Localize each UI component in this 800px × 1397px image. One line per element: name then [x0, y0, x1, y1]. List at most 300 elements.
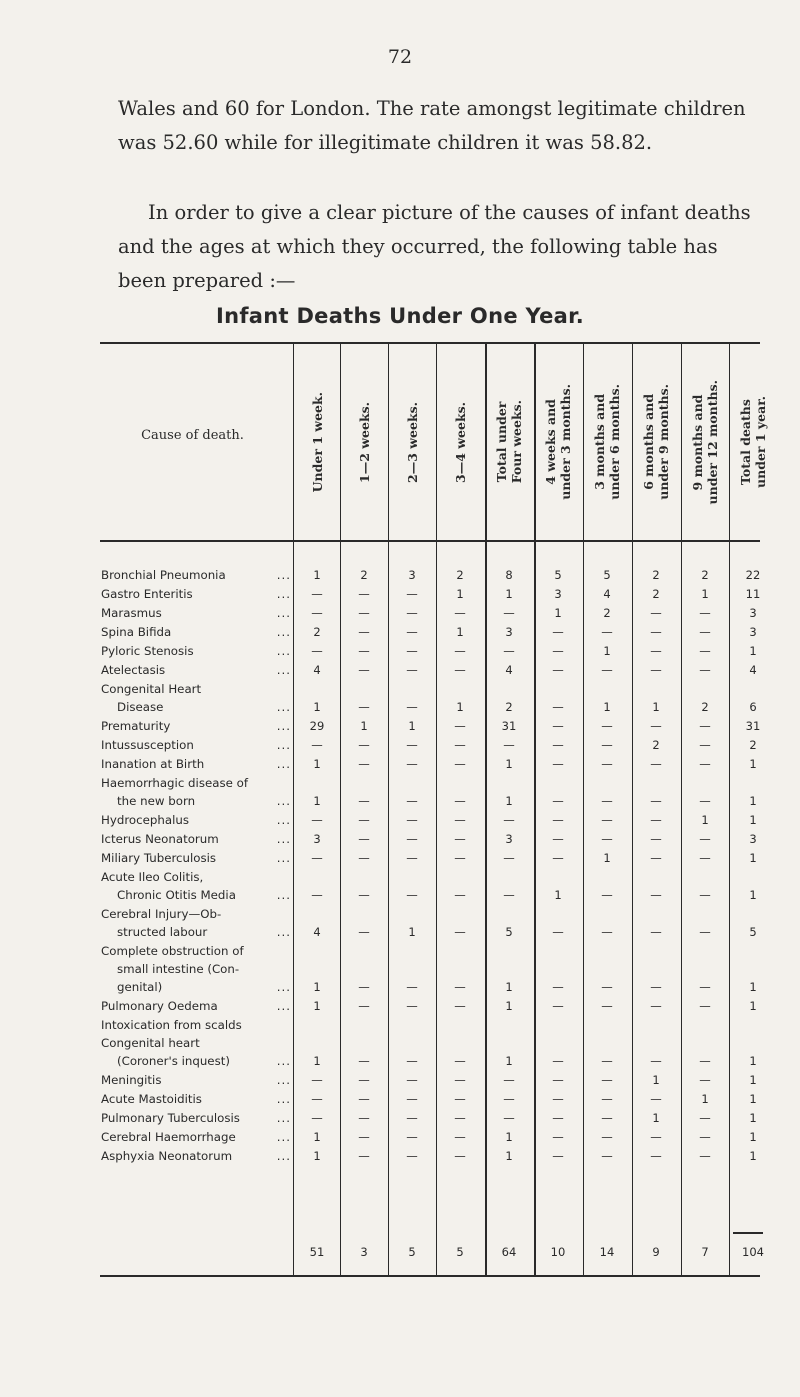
table-cell: 1	[456, 587, 464, 601]
table-cell: —	[699, 999, 711, 1013]
table-cell: 1	[749, 757, 757, 771]
table-cell: —	[552, 663, 564, 677]
table-cell: 1	[313, 700, 321, 714]
table-row-cause	[101, 1071, 293, 1089]
table-cell: 2	[360, 568, 368, 582]
table-cell: —	[358, 606, 370, 620]
table-cell: 3	[749, 606, 757, 620]
table-row-cause	[101, 1109, 293, 1127]
table-cell: —	[650, 1092, 662, 1106]
table-cell: —	[358, 794, 370, 808]
table-cell: —	[406, 1073, 418, 1087]
table-cell: 4	[505, 663, 513, 677]
table-cell: —	[699, 757, 711, 771]
table-cell: —	[406, 980, 418, 994]
table-cell: 1	[749, 1054, 757, 1068]
cause-text	[101, 774, 293, 792]
table-cell: —	[454, 794, 466, 808]
total-cell: 14	[599, 1245, 615, 1259]
header-column-8	[632, 344, 680, 540]
table-cell: —	[454, 1149, 466, 1163]
table-cell: —	[699, 1149, 711, 1163]
leader-dots: ...	[276, 757, 291, 771]
cause-text	[101, 792, 293, 810]
table-cell: 3	[505, 625, 513, 639]
table-cell: 2	[652, 568, 660, 582]
table-cell: 5	[603, 568, 611, 582]
cause-line: Spina Bifida	[101, 625, 172, 639]
cause-line: Chronic Otitis Media	[117, 888, 236, 902]
table-cell: 1	[749, 1130, 757, 1144]
table-cell: —	[552, 1149, 564, 1163]
table-cell: 4	[749, 663, 757, 677]
table-bottom-rule	[100, 1275, 760, 1277]
table-cell: —	[503, 738, 515, 752]
leader-dots: ...	[276, 738, 291, 752]
header-column-line1: 1—2 weeks.	[356, 401, 372, 483]
table-cell: —	[358, 1073, 370, 1087]
table-cell: 1	[313, 757, 321, 771]
table-cell: —	[650, 663, 662, 677]
table-cell: —	[358, 1054, 370, 1068]
cause-line: (Coroner's inquest)	[117, 1054, 230, 1068]
table-cell: 1	[313, 568, 321, 582]
table-cell: —	[406, 757, 418, 771]
table-row-cause	[101, 661, 293, 679]
table-cell: —	[358, 832, 370, 846]
table-cell: —	[406, 813, 418, 827]
table-cell: 1	[456, 625, 464, 639]
table-cell: —	[650, 719, 662, 733]
total-cell: 5	[408, 1245, 416, 1259]
cause-line: Bronchial Pneumonia	[101, 568, 226, 582]
table-cell: —	[650, 832, 662, 846]
table-cell: —	[601, 980, 613, 994]
table-cell: —	[650, 757, 662, 771]
leader-dots: ...	[276, 663, 291, 677]
table-cell: 1	[505, 980, 513, 994]
table-cell: —	[650, 625, 662, 639]
header-column-line1: 4 weeks and	[543, 399, 558, 485]
table-cell: 1	[749, 999, 757, 1013]
table-cell: —	[454, 1073, 466, 1087]
table-cell: —	[699, 832, 711, 846]
cause-text	[101, 1016, 293, 1034]
table-cell: —	[406, 738, 418, 752]
table-cell: —	[650, 1054, 662, 1068]
header-column-10	[729, 344, 777, 540]
table-cell: 1	[456, 700, 464, 714]
table-cell: —	[699, 719, 711, 733]
table-cell: —	[503, 813, 515, 827]
table-cell: 1	[313, 794, 321, 808]
header-column-5	[485, 344, 533, 540]
table-cell: —	[454, 888, 466, 902]
leader-dots: ...	[276, 999, 291, 1013]
cause-text	[101, 661, 293, 679]
table-cell: 2	[701, 700, 709, 714]
leader-dots: ...	[276, 813, 291, 827]
table-cell: —	[699, 738, 711, 752]
table-cell: —	[454, 1054, 466, 1068]
table-cell: —	[406, 606, 418, 620]
table-cell: —	[406, 625, 418, 639]
table-cell: 5	[505, 925, 513, 939]
table-cell: —	[601, 663, 613, 677]
leader-dots: ...	[276, 568, 291, 582]
header-column-3	[388, 344, 436, 540]
cause-line: Acute Mastoiditis	[101, 1092, 202, 1106]
cause-line: Congenital Heart	[101, 682, 202, 696]
table-cell: —	[358, 925, 370, 939]
header-bottom-rule	[100, 540, 760, 542]
cause-text	[101, 623, 293, 641]
cause-line: the new born	[117, 794, 196, 808]
table-cell: —	[601, 888, 613, 902]
cause-line: structed labour	[117, 925, 208, 939]
header-column-line1: 9 months and	[690, 394, 705, 490]
leader-dots: ...	[276, 1111, 291, 1125]
table-cell: —	[406, 1092, 418, 1106]
table-row-cause	[101, 1090, 293, 1108]
table-cell: 1	[505, 1054, 513, 1068]
table-cell: —	[311, 851, 323, 865]
table-cell: 1	[505, 757, 513, 771]
cause-text	[101, 1052, 293, 1070]
table-cell: —	[503, 1092, 515, 1106]
table-cell: —	[358, 888, 370, 902]
table-cell: —	[552, 1054, 564, 1068]
header-column-line2: under 1 year.	[753, 396, 768, 488]
cause-text	[101, 1090, 293, 1108]
table-cell: —	[503, 606, 515, 620]
table-cell: 1	[749, 794, 757, 808]
table-cell: 1	[652, 700, 660, 714]
table-cell: 1	[701, 813, 709, 827]
table-row-cause	[101, 680, 293, 716]
table-cell: 22	[745, 568, 761, 582]
table-cell: 3	[749, 625, 757, 639]
table-cell: —	[699, 980, 711, 994]
table-cell: —	[601, 1092, 613, 1106]
header-cause: Cause of death.	[141, 428, 244, 443]
cause-line: Pyloric Stenosis	[101, 644, 194, 658]
table-cell: 1	[701, 587, 709, 601]
header-column-label	[641, 384, 671, 500]
table-cell: —	[358, 1092, 370, 1106]
table-cell: —	[406, 644, 418, 658]
table-cell: —	[454, 851, 466, 865]
table-cell: —	[358, 1130, 370, 1144]
table-cell: 2	[701, 568, 709, 582]
table-cell: 1	[360, 719, 368, 733]
table-cell: —	[454, 925, 466, 939]
table-cell: —	[358, 700, 370, 714]
table-cell: —	[601, 1054, 613, 1068]
table-cell: —	[650, 644, 662, 658]
table-cell: —	[406, 663, 418, 677]
table-cell: —	[601, 1130, 613, 1144]
table-cell: —	[699, 1073, 711, 1087]
table-row-cause	[101, 997, 293, 1015]
table-cell: —	[650, 925, 662, 939]
header-column-2	[340, 344, 388, 540]
leader-dots: ...	[276, 719, 291, 733]
table-cell: —	[406, 587, 418, 601]
table-cell: —	[503, 851, 515, 865]
leader-dots: ...	[276, 606, 291, 620]
table-cell: 1	[652, 1073, 660, 1087]
table-cell: —	[601, 832, 613, 846]
total-cell: 7	[701, 1245, 709, 1259]
table-cell: —	[699, 851, 711, 865]
table-cell: —	[699, 606, 711, 620]
table-cell: —	[406, 1130, 418, 1144]
cause-line: Congenital heart	[101, 1036, 200, 1050]
cause-text	[101, 830, 293, 848]
table-cell: —	[358, 587, 370, 601]
table-cell: —	[454, 832, 466, 846]
table-cell: —	[503, 1111, 515, 1125]
header-column-6	[534, 344, 582, 540]
header-column-line2: under 12 months.	[705, 379, 720, 505]
table-row-cause	[101, 717, 293, 735]
cause-line: Inanation at Birth	[101, 757, 205, 771]
header-column-label	[543, 384, 573, 500]
table-cell: —	[552, 1111, 564, 1125]
total-cell: 104	[742, 1245, 764, 1259]
cause-line: Hydrocephalus	[101, 813, 189, 827]
table-cell: —	[454, 1111, 466, 1125]
table-cell: —	[650, 851, 662, 865]
total-cell: 64	[501, 1245, 517, 1259]
cause-text	[101, 960, 293, 978]
table-cell: —	[358, 1111, 370, 1125]
leader-dots: ...	[276, 1092, 291, 1106]
table-cell: —	[358, 757, 370, 771]
table-cell: —	[406, 1054, 418, 1068]
leader-dots: ...	[276, 832, 291, 846]
table-cell: 31	[501, 719, 517, 733]
table-cell: —	[454, 1130, 466, 1144]
cause-text	[101, 923, 293, 941]
cause-text	[101, 755, 293, 773]
table-cell: 1	[313, 1130, 321, 1144]
table-cell: 1	[554, 606, 562, 620]
table-cell: —	[650, 1149, 662, 1163]
table-cell: —	[552, 1073, 564, 1087]
table-cell: —	[601, 625, 613, 639]
table-cell: 11	[745, 587, 761, 601]
table-cell: 8	[505, 568, 513, 582]
leader-dots: ...	[276, 587, 291, 601]
table-row-cause	[101, 811, 293, 829]
leader-dots: ...	[276, 1073, 291, 1087]
table-row-cause	[101, 642, 293, 660]
header-column-line2: under 9 months.	[656, 384, 671, 500]
cause-text	[101, 736, 293, 754]
table-row-cause	[101, 905, 293, 941]
leader-dots: ...	[276, 980, 291, 994]
table-cell: 1	[749, 813, 757, 827]
leader-dots: ...	[276, 625, 291, 639]
leader-dots: ...	[276, 888, 291, 902]
table-cell: —	[358, 851, 370, 865]
table-cell: 3	[313, 832, 321, 846]
table-cell: 1	[749, 1073, 757, 1087]
cause-line: genital)	[117, 980, 163, 994]
table-cell: —	[454, 813, 466, 827]
table-cell: 1	[749, 1149, 757, 1163]
cause-text	[101, 642, 293, 660]
table-cell: 4	[313, 925, 321, 939]
table-cell: —	[601, 1149, 613, 1163]
table-row-cause	[101, 830, 293, 848]
table-cell: 2	[505, 700, 513, 714]
table-cell: —	[650, 1130, 662, 1144]
table-cell: —	[358, 1149, 370, 1163]
table-cell: —	[552, 719, 564, 733]
paragraph-1: Wales and 60 for London. The rate amongst legitimate children was 52.60 while for illegitimate children it was 58.82.	[118, 97, 746, 154]
total-cell: 9	[652, 1245, 660, 1259]
total-cell: 10	[550, 1245, 566, 1259]
table-row-cause	[101, 849, 293, 867]
table-cell: 29	[309, 719, 325, 733]
table-cell: —	[358, 999, 370, 1013]
table-cell: —	[601, 1073, 613, 1087]
table-cell: —	[311, 1092, 323, 1106]
table-cell: —	[552, 813, 564, 827]
header-column-9	[681, 344, 729, 540]
cause-line: Prematurity	[101, 719, 171, 733]
table-title: Infant Deaths Under One Year.	[215, 304, 585, 328]
table-cell: 1	[701, 1092, 709, 1106]
cause-text	[101, 1109, 293, 1127]
cause-text	[101, 811, 293, 829]
table-cell: —	[601, 719, 613, 733]
table-cell: —	[699, 625, 711, 639]
table-cell: —	[358, 980, 370, 994]
cause-line: Cerebral Injury—Ob-	[101, 907, 222, 921]
table-cell: —	[311, 587, 323, 601]
table-cell: 1	[313, 999, 321, 1013]
table-cell: —	[454, 757, 466, 771]
table-cell: 4	[603, 587, 611, 601]
cause-line: Intoxication from scalds	[101, 1018, 242, 1032]
header-column-label	[494, 400, 524, 483]
table-row-cause	[101, 1147, 293, 1165]
table-cell: —	[503, 888, 515, 902]
table-cell: —	[552, 644, 564, 658]
cause-line: Miliary Tuberculosis	[101, 851, 217, 865]
table-cell: 1	[749, 1092, 757, 1106]
table-cell: —	[552, 1130, 564, 1144]
table-cell: —	[650, 999, 662, 1013]
table-cell: —	[699, 925, 711, 939]
header-column-line2: under 6 months.	[607, 384, 622, 500]
table-cell: 5	[749, 925, 757, 939]
header-column-line1: Under 1 week.	[309, 391, 325, 493]
table-cell: —	[406, 700, 418, 714]
table-row-cause	[101, 604, 293, 622]
table-cell: —	[552, 794, 564, 808]
table-cell: 2	[456, 568, 464, 582]
table-cell: 1	[749, 851, 757, 865]
table-cell: —	[311, 644, 323, 658]
leader-dots: ...	[276, 925, 291, 939]
table-cell: —	[311, 888, 323, 902]
table-cell: —	[699, 794, 711, 808]
table-cell: 1	[313, 1149, 321, 1163]
table-cell: —	[358, 663, 370, 677]
table-cell: —	[406, 832, 418, 846]
table-cell: 1	[505, 1130, 513, 1144]
table-cell: 1	[603, 851, 611, 865]
table-cell: 2	[603, 606, 611, 620]
table-cell: 3	[408, 568, 416, 582]
table-row-cause	[101, 566, 293, 584]
table-cell: 1	[505, 1149, 513, 1163]
leader-dots: ...	[276, 851, 291, 865]
table-cell: 1	[505, 587, 513, 601]
cause-line: Cerebral Haemorrhage	[101, 1130, 236, 1144]
total-cell: 3	[360, 1245, 368, 1259]
header-column-label	[592, 384, 622, 500]
table-cell: —	[358, 625, 370, 639]
table-cell: —	[650, 606, 662, 620]
table-cell: —	[311, 606, 323, 620]
table-cell: —	[454, 999, 466, 1013]
table-cell: 6	[749, 700, 757, 714]
table-cell: 3	[554, 587, 562, 601]
table-cell: —	[650, 813, 662, 827]
cause-line: Intussusception	[101, 738, 194, 752]
table-cell: 1	[749, 888, 757, 902]
header-column-7	[583, 344, 631, 540]
table-cell: —	[601, 813, 613, 827]
table-row-cause	[101, 942, 293, 996]
table-cell: —	[699, 888, 711, 902]
cause-text	[101, 717, 293, 735]
table-cell: —	[601, 794, 613, 808]
cause-line: Asphyxia Neonatorum	[101, 1149, 233, 1163]
leader-dots: ...	[276, 700, 291, 714]
cause-line: Haemorrhagic disease of	[101, 776, 248, 790]
page-number: 72	[387, 46, 413, 68]
table-cell: —	[699, 663, 711, 677]
header-column-line1: 3—4 weeks.	[452, 401, 468, 483]
cause-line: Marasmus	[101, 606, 162, 620]
table-cell: 1	[603, 644, 611, 658]
table-cell: —	[552, 738, 564, 752]
table-row-cause	[101, 585, 293, 603]
leader-dots: ...	[276, 1149, 291, 1163]
leader-dots: ...	[276, 1054, 291, 1068]
header-column-label	[405, 402, 420, 483]
table-cell: —	[454, 719, 466, 733]
header-column-label	[357, 402, 372, 483]
table-cell: —	[311, 738, 323, 752]
cause-line: Icterus Neonatorum	[101, 832, 219, 846]
table-cell: 1	[749, 644, 757, 658]
total-cell: 5	[456, 1245, 464, 1259]
cause-line: Pulmonary Tuberculosis	[101, 1111, 240, 1125]
cause-line: Acute Ileo Colitis,	[101, 870, 204, 884]
table-cell: —	[358, 813, 370, 827]
table-cell: —	[552, 999, 564, 1013]
cause-text	[101, 1034, 293, 1052]
totals-top-rule	[733, 1232, 763, 1234]
